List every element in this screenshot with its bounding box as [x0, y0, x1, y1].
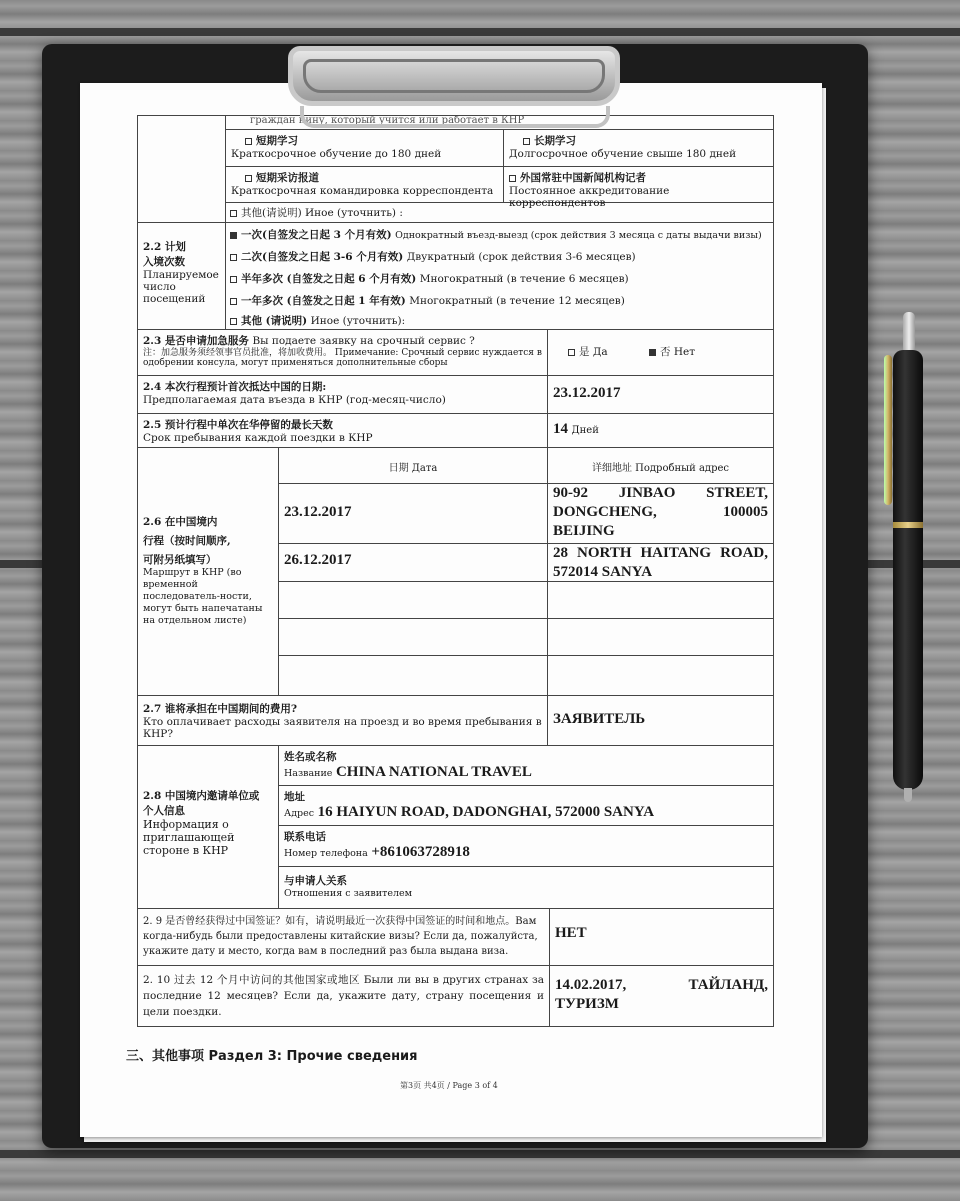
inviter-phone-field[interactable]: 联系电话 Номер телефона +861063728918	[279, 826, 773, 867]
checkbox-icon[interactable]	[245, 175, 252, 182]
itinerary-address[interactable]	[548, 582, 773, 618]
urgent-service-options	[548, 330, 773, 375]
entries-option[interactable]: 半年多次 (自签发之日起 6 个月有效) Многократный (в течение 6 месяцев)	[226, 269, 773, 288]
previous-visa-value[interactable]: НЕТ	[555, 925, 587, 941]
itinerary-label: 2.6 在中国境内 行程（按时间顺序, 可附另纸填写） Маршрут в КНР (во временной последователь-ности, могут быть напечатаны на отдельном листе)	[138, 448, 279, 695]
pen-tip	[904, 788, 912, 802]
pen	[893, 350, 923, 790]
itinerary-address-header: 详细地址 Подробный адрес	[591, 463, 730, 474]
itinerary-row	[279, 619, 773, 656]
itinerary-date[interactable]	[279, 656, 548, 695]
itinerary-address[interactable]: 90-92 JINBAO STREET, DONGCHENG, 100005 BEIJING	[553, 485, 768, 539]
stay-duration-unit: Дней	[571, 425, 599, 436]
itinerary-address[interactable]	[548, 656, 773, 695]
itinerary-address[interactable]: 28 NORTH HAITANG ROAD, 572014 SANYA	[553, 545, 768, 580]
itinerary-date-header: 日期 Дата	[279, 448, 548, 483]
stay-duration-value: 14	[553, 421, 568, 437]
inviter-relation-field[interactable]: 与申请人关系 Отношения с заявителем	[284, 875, 413, 899]
urgent-no-option[interactable]: 否 Нет	[649, 346, 695, 358]
itinerary-date[interactable]: 23.12.2017	[279, 484, 548, 543]
checkbox-icon[interactable]	[230, 210, 237, 217]
stay-duration-label: 2.5 预计行程中单次在华停留的最长天数 Срок пребывания каждой поездки в КНР	[138, 414, 548, 447]
itinerary-date[interactable]	[279, 582, 548, 618]
pen-ring	[893, 522, 923, 528]
visa-form-table	[137, 115, 774, 1027]
expenses-value[interactable]: ЗАЯВИТЕЛЬ	[553, 711, 646, 727]
checkbox-checked-icon[interactable]	[649, 349, 656, 356]
stay-duration-field[interactable]	[548, 414, 773, 447]
inviter-address-field[interactable]: 地址 Адрес 16 HAIYUN ROAD, DADONGHAI, 572000 SANYA	[279, 786, 773, 826]
checkbox-icon[interactable]	[230, 276, 237, 283]
checkbox-icon[interactable]	[245, 138, 252, 145]
option-short-study[interactable]: 短期学习 Краткосрочное обучение до 180 дней	[226, 130, 504, 166]
urgent-yes-option[interactable]: 是 Да	[568, 346, 608, 358]
checkbox-icon[interactable]	[509, 175, 516, 182]
checkbox-icon[interactable]	[230, 318, 237, 325]
itinerary-row	[279, 544, 773, 582]
entries-option[interactable]: 一年多次 (自签发之日起 1 年有效) Многократный (в течение 12 месяцев)	[226, 291, 773, 310]
arrival-date-label: 2.4 本次行程预计首次抵达中国的日期: Предполагаемая дата въезда в КНР (год-месяц-число)	[138, 376, 548, 413]
itinerary-row	[279, 484, 773, 544]
clipboard-clip-bar	[300, 106, 610, 128]
urgent-service-label: 2.3 是否申请加急服务 Вы подаете заявку на срочный сервис ? 注：加急服务须经领事官员批准，将加收费用。 Примечание: Срочный сервис нуждается в одобрении консула, могут применяться дополнительные сборы	[138, 330, 548, 375]
pen-button	[903, 312, 915, 354]
page-footer: 第3页 共4页 / Page 3 of 4	[400, 1081, 498, 1090]
checkbox-checked-icon[interactable]	[230, 232, 237, 239]
itinerary-table	[279, 448, 773, 695]
arrival-date-value[interactable]: 23.12.2017	[553, 385, 621, 401]
inviter-address-value: 16 HAIYUN ROAD, DADONGHAI, 572000 SANYA	[317, 804, 655, 820]
pen-clip	[884, 355, 892, 505]
option-resident-correspondent[interactable]: 外国常驻中国新闻机构记者 Постоянное аккредитование корреспондентов	[509, 172, 670, 209]
option-other-purpose[interactable]: 其他(请说明) Иное (уточнить) :	[226, 203, 773, 222]
inviter-phone-value: +861063728918	[371, 844, 470, 860]
checkbox-icon[interactable]	[568, 349, 575, 356]
entries-option[interactable]: 一次(自签发之日起 3 个月有效) Однократный въезд-выезд (срок действия 3 месяца с даты выдачи визы)	[226, 225, 773, 244]
checkbox-icon[interactable]	[230, 254, 237, 261]
checkbox-icon[interactable]	[230, 298, 237, 305]
floor-plank-gap	[0, 1150, 960, 1158]
itinerary-date[interactable]: 26.12.2017	[279, 544, 548, 581]
section-3-heading: 三、其他事项 Раздел 3: Прочие сведения	[126, 1049, 418, 1064]
previous-visa-label: 2. 9 是否曾经获得过中国签证？如有，请说明最近一次获得中国签证的时间和地点。Вам когда-нибудь были предоставлены китайские визы? Если да, пожалуйста, укажите дату и место, когда вам в последний раз была выдана виза.	[138, 909, 550, 965]
inviter-name-field[interactable]: 姓名或名称 Название CHINA NATIONAL TRAVEL	[279, 746, 773, 786]
inviter-label: 2.8 中国境内邀请单位或 个人信息 Информация о приглашающей стороне в КНР	[138, 746, 279, 908]
inviter-fields	[279, 746, 773, 908]
entries-options	[226, 223, 773, 329]
entries-option[interactable]: 二次(自签发之日起 3-6 个月有效) Двукратный (срок действия 3-6 месяцев)	[226, 247, 773, 266]
option-short-report[interactable]: 短期采访报道 Краткосрочная командировка корреспондента	[226, 167, 504, 202]
expenses-label: 2.7 谁将承担在中国期间的费用? Кто оплачивает расходы заявителя на проезд и во время пребывания в КНР?	[138, 696, 548, 745]
entries-label: 2.2 计划 入境次数 Планируемое число посещений	[138, 223, 226, 329]
floor-plank-gap	[0, 28, 960, 36]
itinerary-row	[279, 656, 773, 695]
clipboard-clip	[288, 46, 620, 106]
other-countries-label: 2. 10 过去 12 个月中访问的其他国家或地区 Были ли вы в других странах за последние 12 месяцев? Если да, укажите дату, страну посещения и цели поездки.	[138, 966, 550, 1026]
itinerary-row	[279, 582, 773, 619]
other-countries-value[interactable]: 14.02.2017, ТАЙЛАНД, ТУРИЗМ	[555, 977, 768, 1012]
checkbox-icon[interactable]	[523, 138, 530, 145]
purpose-cut-line: граждан нину, который учится или работает в КНР	[226, 116, 773, 130]
itinerary-date[interactable]	[279, 619, 548, 655]
inviter-name-value: CHINA NATIONAL TRAVEL	[335, 764, 532, 780]
itinerary-address[interactable]	[548, 619, 773, 655]
entries-option[interactable]: 其他 (请说明) Иное (уточнить):	[226, 311, 773, 330]
option-long-study[interactable]: 长期学习 Долгосрочное обучение свыше 180 дней	[509, 135, 737, 161]
